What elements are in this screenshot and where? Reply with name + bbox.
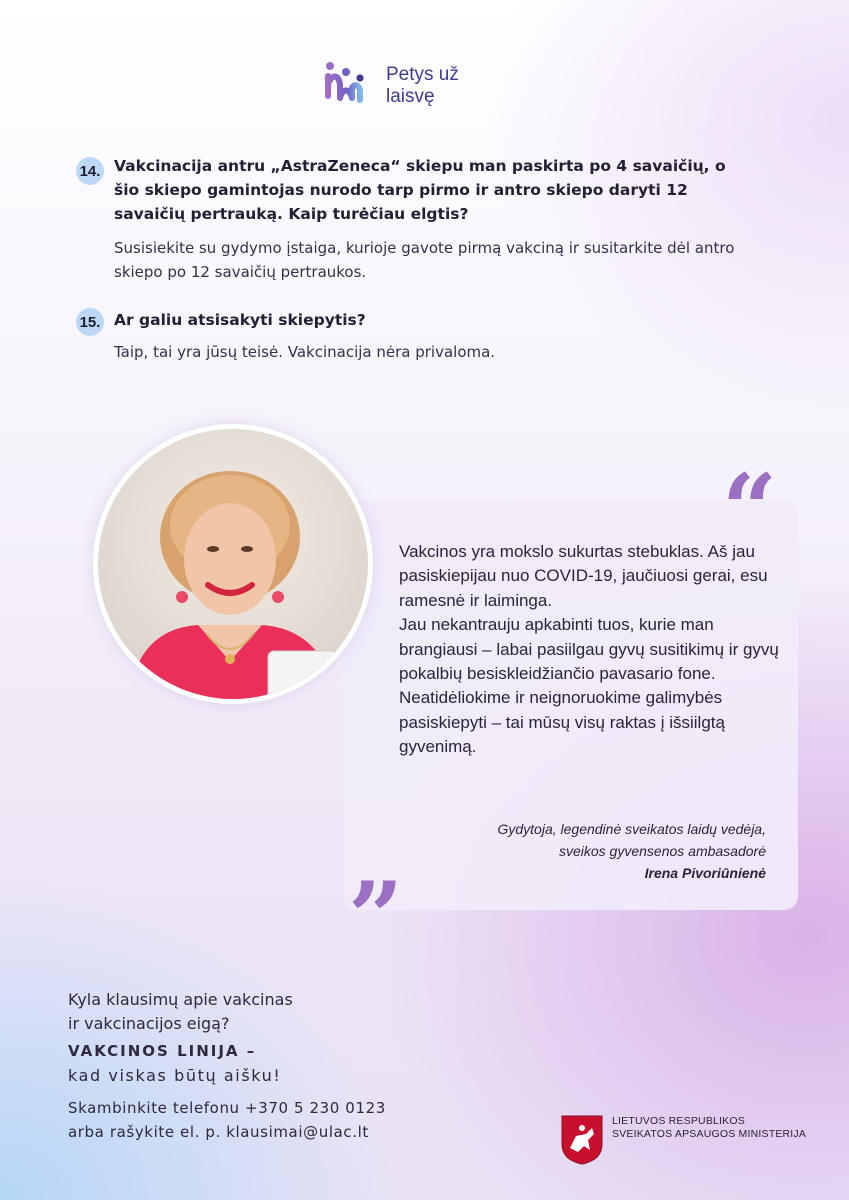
author-role-line-1: Gydytoja, legendinė sveikatos laidų vedėja, <box>497 821 766 837</box>
email-line: arba rašykite el. p. klausimai@ulac.lt <box>68 1123 369 1141</box>
question-text: Vakcinacija antru „AstraZeneca“ skiepu man paskirta po 4 savaičių, o šio skiepo gamintojas nurodo tarp pirmo ir antro skiepo daryti 12 savaičių pertrauką. Kaip turėčiau elgtis? <box>114 157 726 223</box>
ministry-line-1: LIETUVOS RESPUBLIKOS <box>612 1115 745 1127</box>
footer-question-line-2: ir vakcinacijos eigą? <box>68 1014 230 1033</box>
question-text: Ar galiu atsisakyti skiepytis? <box>114 311 366 329</box>
logo-line-2: laisvę <box>386 86 435 107</box>
logo-people-icon <box>324 58 384 108</box>
portrait-frame <box>93 424 373 704</box>
question-number: 15. <box>76 308 104 336</box>
quote-close-icon: ” <box>348 861 404 974</box>
answer-text: Susisiekite su gydymo įstaiga, kurioje gavote pirmą vakciną ir susitarkite dėl antro skiepo po 12 savaičių pertraukos. <box>114 239 735 281</box>
quote-text: Vakcinos yra mokslo sukurtas stebuklas. Aš jau pasiskiepijau nuo COVID-19, jaučiuosi gerai, esu ramesnė ir laiminga. Jau nekantrauju apkabinti tuos, kurie man brangiausi – labai pasiilgau gyvų susitikimų ir gyvų pokalbių besiskleidžiančio pavasario fone. Neatidėliokime ir neignoruokime galimybės pasiskiepyti – tai mūsų visų raktas į išsiilgtą gyvenimą. <box>399 542 779 757</box>
ministry-name <box>612 1115 806 1141</box>
brand-logo <box>386 64 459 108</box>
logo-line-1: Petys už <box>386 64 459 85</box>
portrait-photo <box>98 429 368 699</box>
ministry-line-2: SVEIKATOS APSAUGOS MINISTERIJA <box>612 1128 807 1140</box>
author-role-line-2: sveikos gyvensenos ambasadorė <box>558 843 766 859</box>
footer-question-line-1: Kyla klausimų apie vakcinas <box>68 990 293 1009</box>
author-name: Irena Pivoriūnienė <box>644 865 766 881</box>
footer-question <box>68 988 293 1036</box>
question-number: 14. <box>76 157 104 185</box>
quote-signature <box>400 818 766 884</box>
footer-subline: kad viskas būtų aišku! <box>68 1066 282 1085</box>
footer-contact <box>68 1096 386 1144</box>
quote-open-icon: “ <box>722 453 778 566</box>
coat-of-arms-icon <box>560 1114 604 1166</box>
footer-headline: VAKCINOS LINIJA – <box>68 1042 257 1060</box>
answer-text: Taip, tai yra jūsų teisė. Vakcinacija nėra privaloma. <box>114 343 496 361</box>
phone-line: Skambinkite telefonu +370 5 230 0123 <box>68 1099 386 1117</box>
